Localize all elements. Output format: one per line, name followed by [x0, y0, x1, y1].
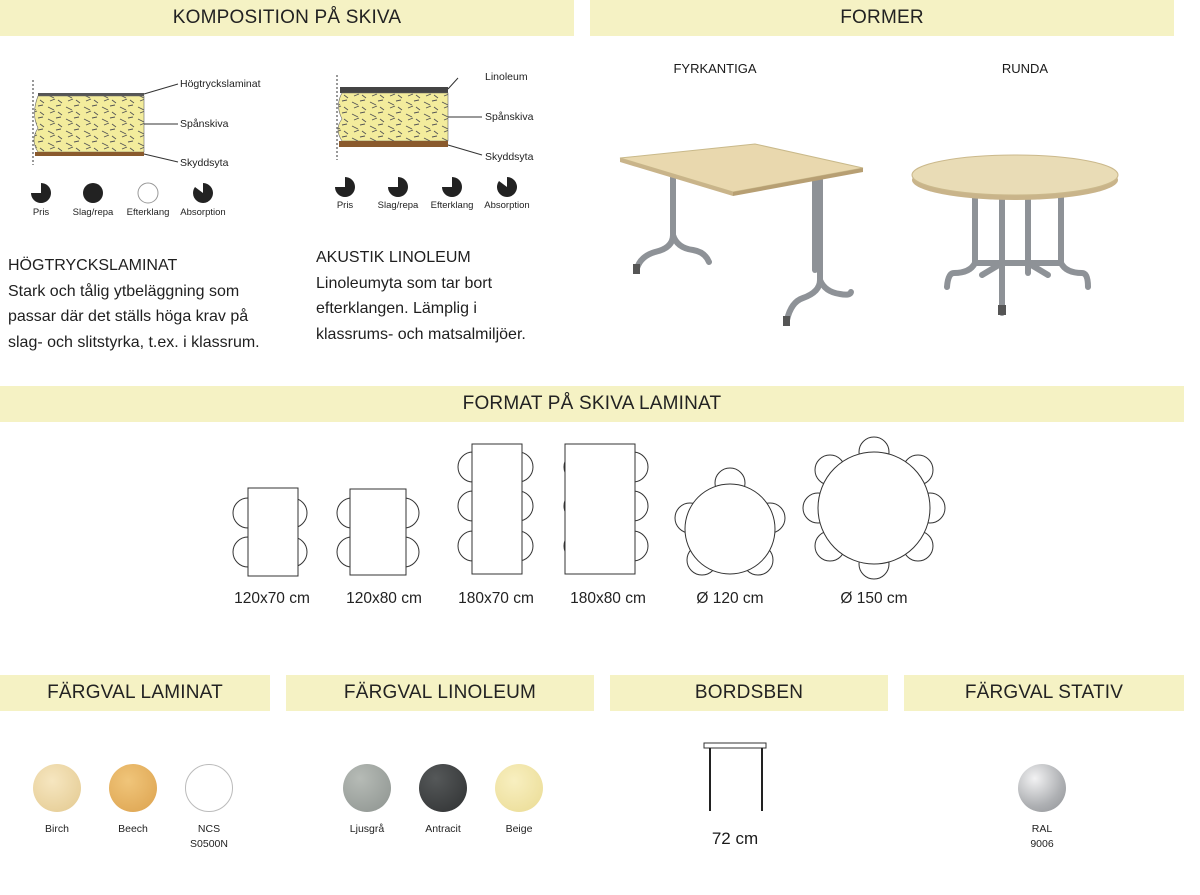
rectangular-table-image: [615, 140, 865, 330]
section-header-composition: KOMPOSITION PÅ SKIVA: [0, 0, 574, 36]
swatch-antracit: [419, 764, 467, 812]
round-table-image: [910, 155, 1125, 320]
linoleum-description: [316, 245, 576, 347]
swatch-label: RAL 9006: [1030, 823, 1054, 850]
layer-label: Spånskiva: [180, 118, 229, 130]
icon-label: Pris: [32, 207, 50, 218]
swatch-ral-9006: [1018, 764, 1066, 812]
linoleum-description-line: efterklangen. Lämplig i: [316, 300, 477, 317]
laminate-description: [8, 253, 308, 355]
format-180x70-diagram: [456, 440, 538, 580]
format-120x70-diagram: [230, 485, 312, 585]
impact-icon: [82, 182, 104, 204]
section-header-legs: BORDSBEN: [610, 675, 888, 711]
layer-label: Linoleum: [485, 71, 528, 83]
reverberation-icon: [441, 176, 463, 198]
format-label: Ø 150 cm: [840, 590, 908, 607]
section-header-color-laminate: FÄRGVAL LAMINAT: [0, 675, 270, 711]
section-header-shapes: FORMER: [590, 0, 1174, 36]
format-label: 120x80 cm: [346, 590, 422, 607]
section-header-format: FORMAT PÅ SKIVA LAMINAT: [0, 386, 1184, 422]
icon-label: Pris: [336, 200, 354, 211]
impact-icon: [387, 176, 409, 198]
reverberation-icon: [137, 182, 159, 204]
linoleum-description-line: klassrums- och matsalmiljöer.: [316, 325, 526, 343]
swatch-label: Antracit: [425, 823, 461, 835]
format-label: 180x80 cm: [570, 590, 646, 607]
format-180x80-diagram: [562, 440, 652, 580]
section-header-color-linoleum: FÄRGVAL LINOLEUM: [286, 675, 594, 711]
table-height-diagram: [702, 741, 768, 813]
format-label: 120x70 cm: [234, 590, 310, 607]
laminate-description-line: Stark och tålig ytbeläggning som: [8, 282, 240, 300]
shape-label-square: FYRKANTIGA: [673, 61, 757, 76]
table-height-label: 72 cm: [711, 829, 759, 848]
price-icon: [30, 182, 52, 204]
price-icon: [334, 176, 356, 198]
layer-label: Spånskiva: [485, 111, 534, 123]
swatch-beige: [495, 764, 543, 812]
layer-label: Skyddsyta: [485, 151, 534, 163]
format-label: 180x70 cm: [458, 590, 534, 607]
laminate-description-line: passar där det ställs höga krav på: [8, 308, 249, 325]
layer-label: Högtryckslaminat: [180, 78, 261, 90]
swatch-label: Beech: [118, 823, 148, 835]
icon-label: Slag/repa: [72, 207, 114, 218]
linoleum-description-title: AKUSTIK LINOLEUM: [316, 249, 471, 266]
swatch-label: Birch: [45, 823, 69, 835]
shape-label-round: RUNDA: [1001, 61, 1049, 76]
swatch-ljusgra: [343, 764, 391, 812]
swatch-birch: [33, 764, 81, 812]
icon-label: Efterklang: [126, 207, 170, 218]
format-round-120-diagram: [672, 468, 792, 583]
icon-label: Slag/repa: [377, 200, 419, 211]
layer-label: Skyddsyta: [180, 157, 229, 169]
absorption-icon: [496, 176, 518, 198]
swatch-ncs-white: [185, 764, 233, 812]
icon-label: Absorption: [484, 200, 530, 211]
laminate-description-line: slag- och slitstyrka, t.ex. i klassrum.: [8, 333, 260, 351]
absorption-icon: [192, 182, 214, 204]
icon-label: Absorption: [180, 207, 226, 218]
swatch-label: NCS S0500N: [190, 823, 228, 850]
icon-label: Efterklang: [430, 200, 474, 211]
format-120x80-diagram: [334, 485, 424, 585]
laminate-description-title: HÖGTRYCKSLAMINAT: [8, 257, 178, 274]
swatch-beech: [109, 764, 157, 812]
format-label: Ø 120 cm: [696, 590, 764, 607]
section-header-color-frame: FÄRGVAL STATIV: [904, 675, 1184, 711]
swatch-label: Ljusgrå: [349, 823, 385, 835]
format-round-150-diagram: [800, 434, 950, 582]
linoleum-description-line: Linoleumyta som tar bort: [316, 274, 493, 292]
swatch-label: Beige: [505, 823, 533, 835]
